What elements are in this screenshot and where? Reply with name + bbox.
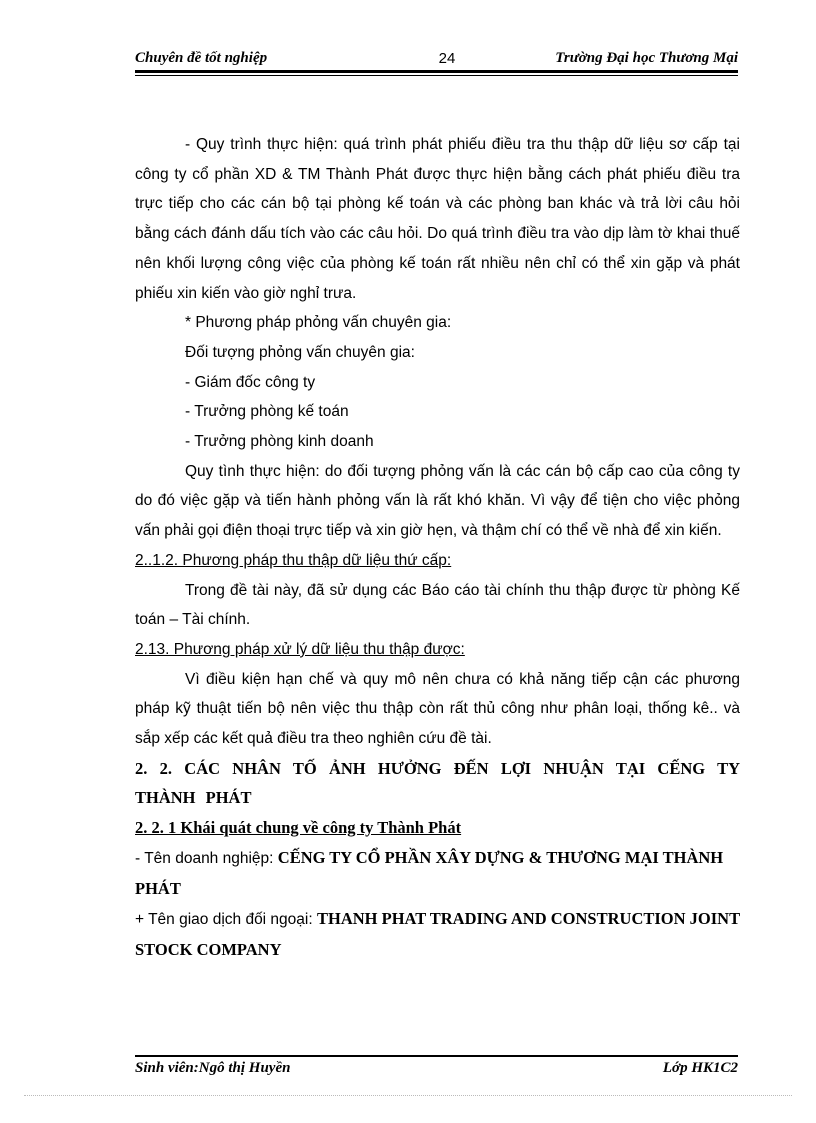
header-rule-thick [135,70,738,73]
section-heading-company-overview: 2. 2. 1 Khái quát chung về công ty Thành Phát [135,818,462,838]
page-body [135,130,740,966]
header-title: Chuyên đề tốt nghiệp [135,50,268,66]
chapter-heading-factors: 2. 2. CÁC NHÂN TỐ ẢNH HƯỞNG ĐẾN LỢI NHUẬN TẠI CẾNG TY THÀNH PHÁT [135,758,740,808]
footer-class: Lớp HK1C2 [662,1060,738,1076]
paragraph-data-processing: Vì điều kiện hạn chế và quy mô nên chưa có khả năng tiếp cận các phương pháp kỹ thuật tiến bộ nên việc thu thập còn rất thủ công như phân loại, thống kê.. và sắp xếp các kết quả điều tra theo nghiên cứu đề tài. [135,670,740,748]
paragraph-company-name: - Tên doanh nghiệp: CẾNG TY CỔ PHẦN XÂY DỰNG & THƯƠNG MẠI THÀNH PHÁT [135,847,724,898]
page-number: 24 [438,50,456,67]
list-item: - Trưởng phòng kế toán [185,403,349,421]
paragraph-secondary-data: Trong đề tài này, đã sử dụng các Báo cáo tài chính thu thập được từ phòng Kế toán – Tài chính. [135,581,740,629]
footer-rule [135,1055,738,1057]
header-rule-thin [135,75,738,76]
header-university: Trường Đại học Thương Mại [555,50,738,66]
page-header [135,46,738,70]
section-heading-secondary-data: 2..1.2. Phương pháp thu thập dữ liệu thứ cấp: [135,551,452,569]
paragraph-process: - Quy trình thực hiện: quá trình phát phiếu điều tra thu thập dữ liệu sơ cấp tại công ty cổ phần XD & TM Thành Phát được thực hiện bằng cách phát phiếu điều tra trực tiếp cho các cán bộ tại phòng kế toán và các phòng ban khác và trả lời câu hỏi bằng cách đánh dấu tích vào các câu hỏi. Do quá trình điều tra vào dịp làm tờ khai thuế nên khối lượng công việc của phòng kế toán rất nhiều nên chỉ có thể xin gặp và phát phiếu xin kiến vào giờ nghỉ trưa. [135,136,740,302]
section-heading-data-processing: 2.13. Phương pháp xử lý dữ liệu thu thập được: [135,640,465,658]
paragraph-trading-name: + Tên giao dịch đối ngoại: THANH PHAT TRADING AND CONSTRUCTION JOINT STOCK COMPANY [135,909,740,959]
page-bottom-dotted-line [24,1095,792,1096]
footer-student: Sinh viên:Ngô thị Huyền [135,1060,291,1076]
list-item: - Trưởng phòng kinh doanh [185,433,374,451]
paragraph-expert-subjects: Đối tượng phỏng vấn chuyên gia: [185,343,415,361]
list-item: - Giám đốc công ty [185,373,316,391]
paragraph-expert-method: * Phương pháp phỏng vấn chuyên gia: [185,314,452,332]
paragraph-interview-process: Quy tình thực hiện: do đối tượng phỏng vấn là các cán bộ cấp cao của công ty do đó việc gặp và tiến hành phỏng vấn là rất khó khăn. Vì vậy để tiện cho việc phỏng vấn phải gọi điện thoại trực tiếp và xin giờ hẹn, và thậm chí có thể về nhà để xin kiến. [135,462,740,540]
